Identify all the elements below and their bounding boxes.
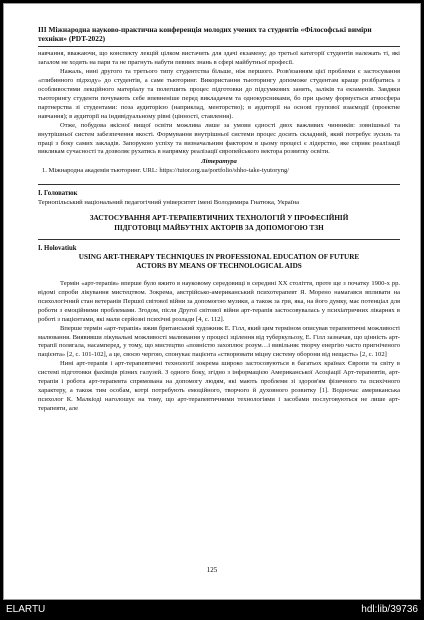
section-divider <box>38 184 400 185</box>
repository-footer <box>0 600 424 620</box>
handle-id: hdl:lib/39736 <box>361 604 418 615</box>
paragraph: Отже, побудова якісної вищої освіти можлива лише за умови єдності двох важливих чинників: зовнішньої та внутрішньої систем забезпечення якості. Формування внутрішньої системи процес досить складний, який потребує зусиль та праці з боку самих закладів. Запорукою успіху та визначальним фактором в цьому процесі є лідерство, яке сприяє реалізації викликам сучасності та дозволяє рухатись в напрямку реалізації європейського вектора розвитку освіти. <box>38 121 400 156</box>
paper-page <box>3 3 421 600</box>
repository-name: ELARTU <box>6 604 46 615</box>
paragraph: Нажаль, нині другого та третього типу студентства більше, ніж першого. Розв'язанням цієї проблеми є застосування «глибинного підходу» до студентів, а саме тьюторинг. Використання тьюторингу допоможе студентам краще розібратись з особливостями лекційного матеріалу та полегшить процес підготовки до підсумкових занять, заліків та екзаменів. Завдяки тьюторингу студенти почувають себе впевненіше перед викладачем та однокурсниками, бо при цьому формується атмосфера партнерства зі студентами: поза аудиторією (наприклад, менторство); в аудиторії на основі групової взаємодії (проектне навчання); в аудиторії на індивідуальному рівні (цінності, ставлення). <box>38 67 400 120</box>
header-rule <box>38 46 400 47</box>
paragraph: Термін «арт-терапія» вперше було вжито в науковому середовищі в середині ХХ століття, проте ще з початку 1900-х рр. відомі спроби лікування мистецтвом. Зокрема, австрійсько-американський психотерапевт Я. Морено намагався впливати на психологічний стан ветеранів Першої світової війни за допомогою музики, а також за гри, яка, на його думку, має потенціал для роботи з емоційними проблемами. Згодом, після Другої світової війни арт-терапія застосовувалась у психіатричних лікарнях в роботі з пацієнтами, які мали серйозні психічні розлади [4, c. 112]. <box>38 279 400 323</box>
author-affiliation: Тернопільський національний педагогічний університет імені Володимира Гнатюка, Україна <box>38 199 299 207</box>
article-title-eng-line: ACTORS BY MEANS OF TECHNOLOGICAL AIDS <box>136 262 302 271</box>
reference-item: 1. Міжнародна академія тьюторинг. URL: https://tutor.org.ua/portfolio/shho-take-tyutoryng/ <box>42 167 290 175</box>
section-divider <box>38 239 400 240</box>
author-name-eng: I. Holovatiuk <box>38 244 77 252</box>
article-title-ukr-line: ЗАСТОСУВАННЯ АРТ-ТЕРАПЕВТИЧНИХ ТЕХНОЛОГІЙ У ПРОФЕСІЙНІЙ <box>89 214 349 223</box>
paragraph: Вперше термін «арт-терапія» вжив британський художник Е. Гілл, який цим терміном описував терапевтичні можливості малювання. Виявивши лікувальні можливості малювання у процесі зцілення від туберкульозу, Е. Гілл зазначав, що цінність арт-терапії полягала, насамперед, у тому, що мистецтво «повністю захоплює розум…і вивільняє творчу енергію часто пригніченого пацієнта» [2, c. 101-102], а це, своєю чергою, спонукає пацієнта «створювати міцну систему оборони від нещасть» [2, c. 102] <box>38 324 400 359</box>
running-header: ІІІ Міжнародна науково-практична конференція молодих учених та студентів «Філософські виміри техніки» (PDT-2022) <box>38 25 372 43</box>
article-title-ukr-line: ПІДГОТОВЦІ МАЙБУТНІХ АКТОРІВ ЗА ДОПОМОГОЮ ТЗН <box>114 224 324 233</box>
page-number: 125 <box>206 566 218 574</box>
article-title-eng-line: USING ART-THERAPY TECHNIQUES IN PROFESSIONAL EDUCATION OF FUTURE <box>78 252 360 261</box>
paragraph: Нині арт-терапія і арт-терапевтичні технології зокрема широко застосовуються в багатьох країнах Європи та світу в системі підготовки фахівців різних галузей. З одного боку, згідно з інформацією Американської Асоціації Арт-терапевтів, арт-терапія і робота арт-терапевта спрямована на допомогу людям, які мають проблеми зі здоров'ям фізичного та психічного характеру, а також тим особам, котрі потребують емоційного, творчого й духовного розвитку [1]. Водночас американська психолог К. Малкіоді наголошує на тому, що арт-терапевтичними технологіями і засобами послуговуються не лише арт-терапевти, але <box>38 360 400 413</box>
literature-heading: Література <box>201 158 237 166</box>
author-name-ukr: І. Головатюк <box>38 190 78 198</box>
paragraph: навчання, вважаючи, що конспекту лекцій цілком вистачить для здачі екзамену; до третьої категорії студентів належать ті, які загалом не ходять на пари та не прагнуть набути певних знань в сфері майбутньої професії. <box>38 50 400 66</box>
page-content <box>38 25 400 414</box>
